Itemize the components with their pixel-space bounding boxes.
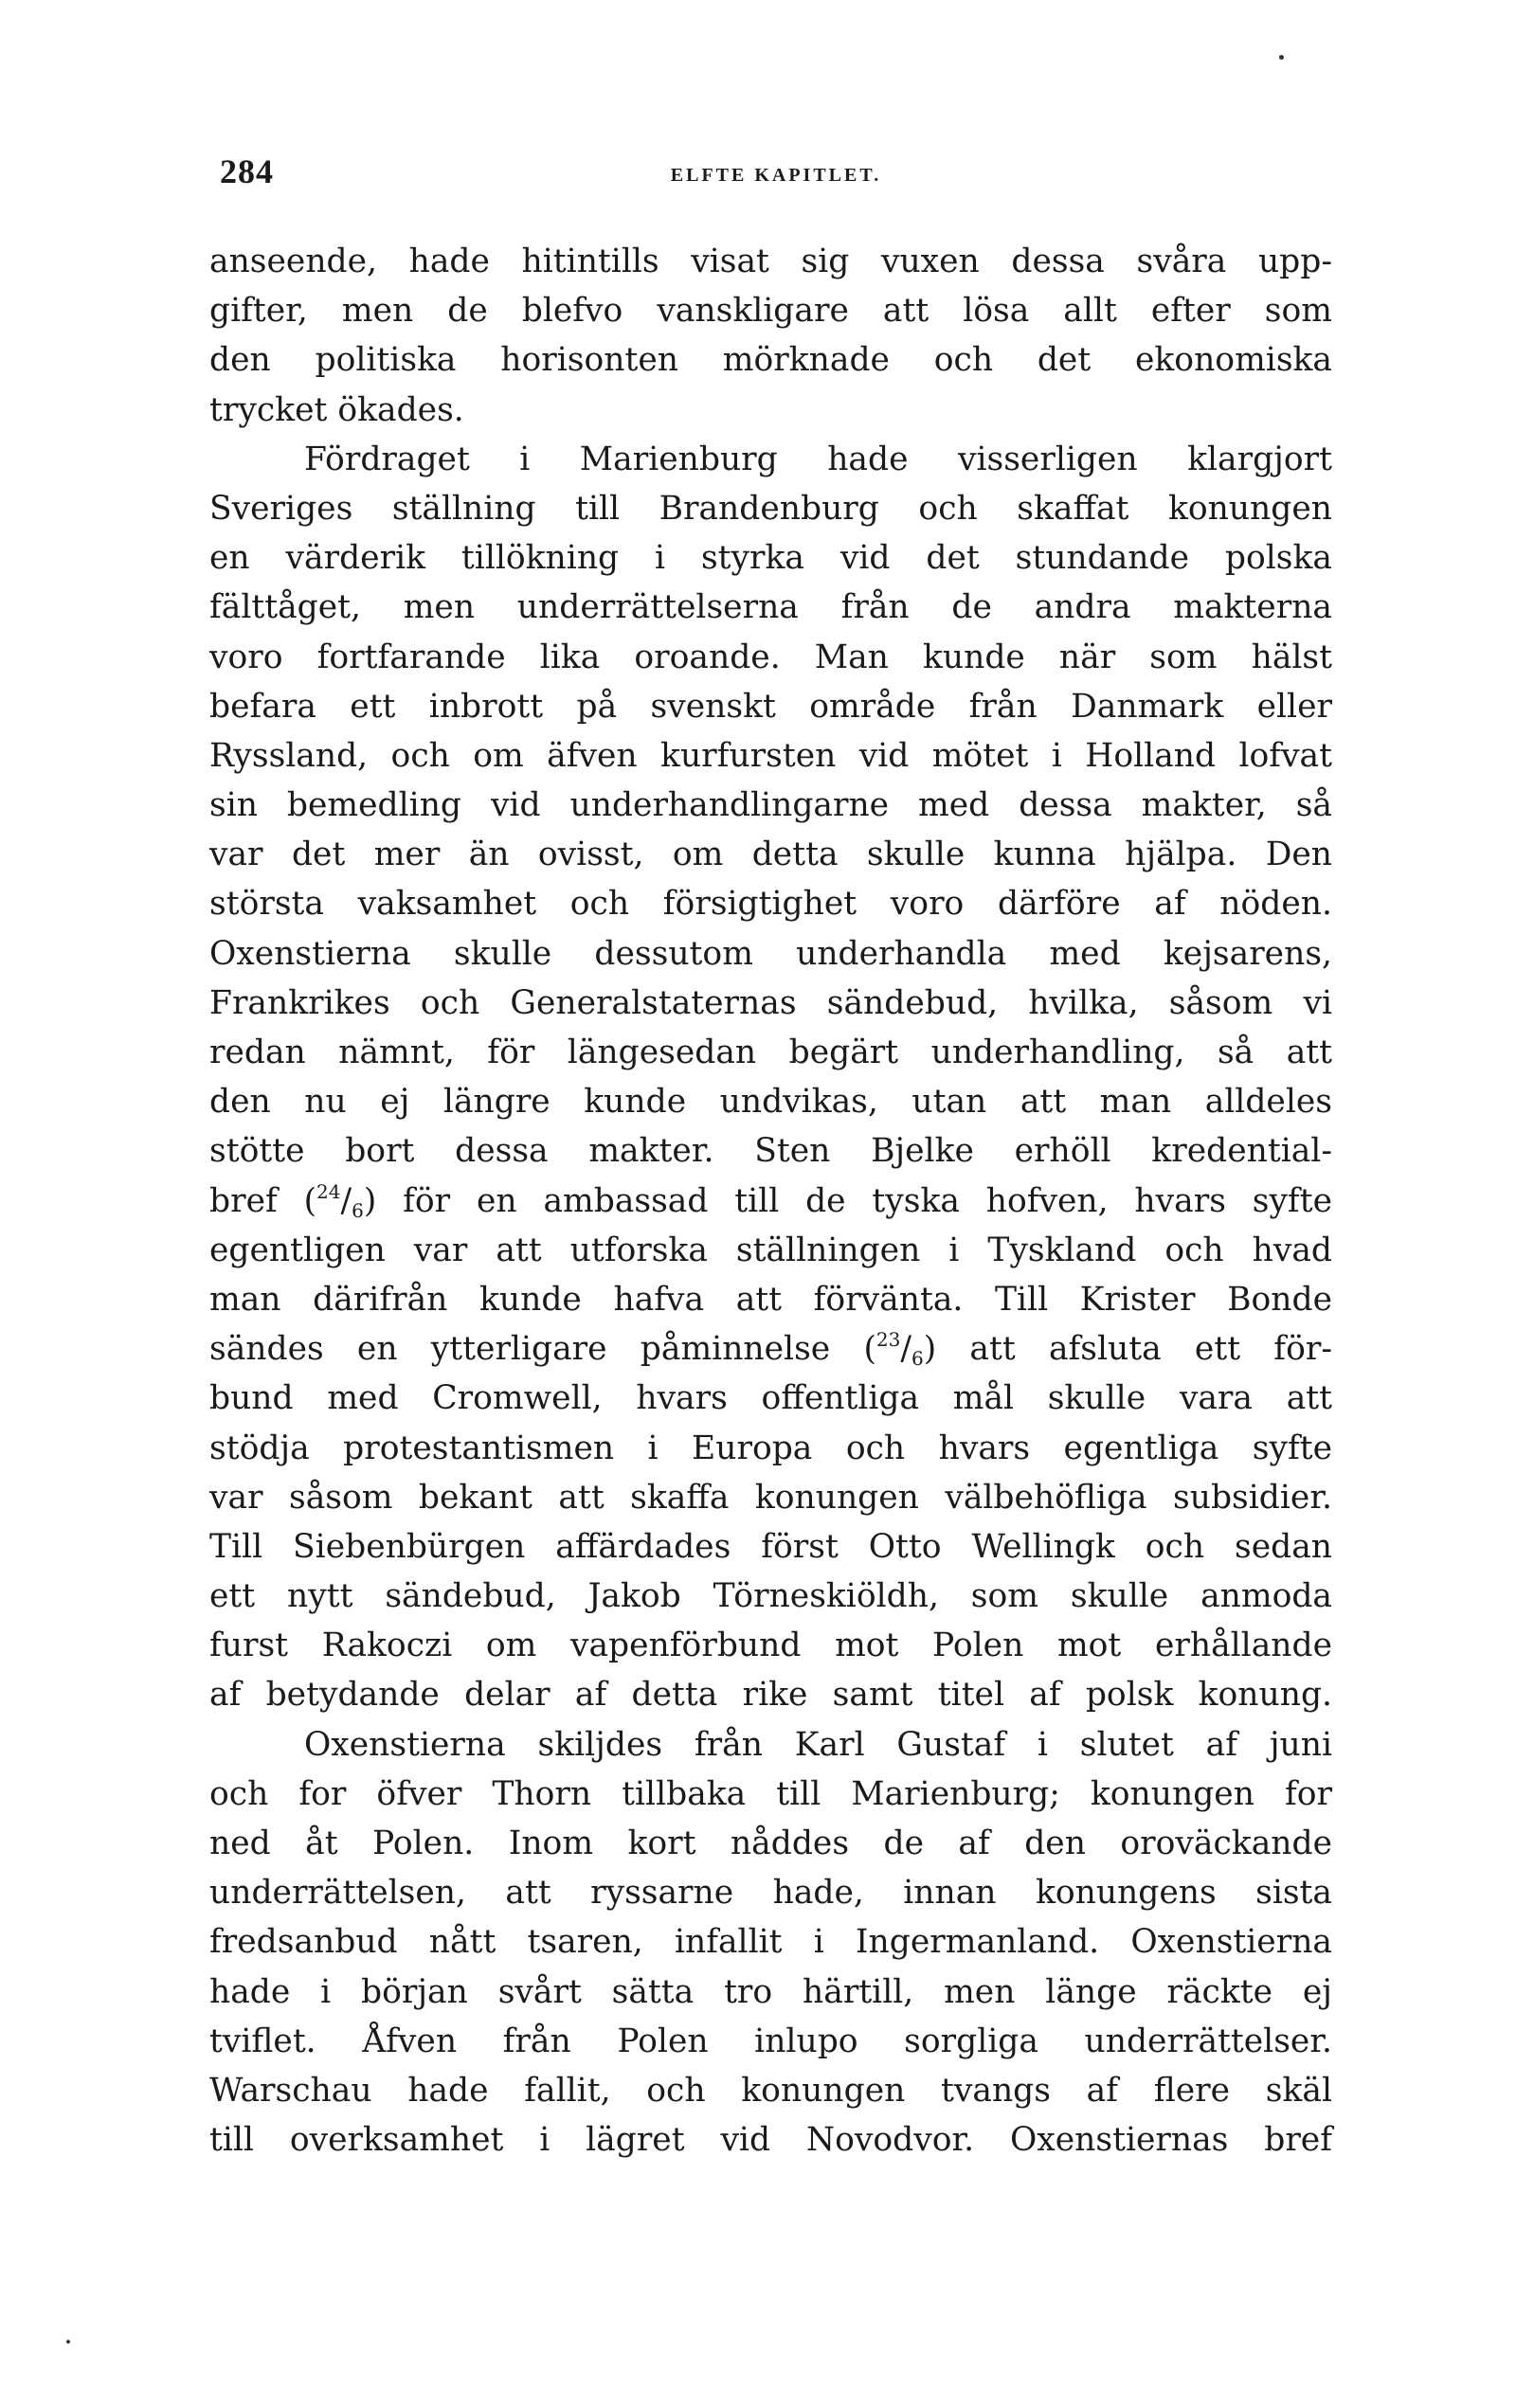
text-line: ett nytt sändebud, Jakob Törneskiöldh, som skulle anmoda bbox=[209, 1577, 1332, 1616]
body-text bbox=[209, 237, 1332, 2165]
text-line-with-date: bref ($^{24}$/6) för en ambassad till de tyska hofven, hvars syfte bbox=[209, 1179, 1332, 1222]
text-line: egentligen var att utforska ställningen i Tyskland och hvad bbox=[209, 1231, 1332, 1269]
text-line: och for öfver Thorn tillbaka till Marienburg; konungen for bbox=[209, 1774, 1332, 1813]
date-month: 6 bbox=[352, 1198, 364, 1222]
text-line: fredsanbud nått tsaren, infallit i Ingermanland. Oxenstierna bbox=[209, 1923, 1332, 1962]
text-line: gifter, men de blefvo vanskligare att lösa allt efter som bbox=[209, 292, 1332, 331]
text-line: tviflet. Åfven från Polen inlupo sorgliga underrättelser. bbox=[209, 2022, 1332, 2060]
text-line: sin bemedling vid underhandlingarne med dessa makter, så bbox=[209, 786, 1332, 825]
text-line: voro fortfarande lika oroande. Man kunde när som hälst bbox=[209, 638, 1332, 676]
text-line: var såsom bekant att skaffa konungen välbehöfliga subsidier. bbox=[209, 1478, 1332, 1517]
text-line: Oxenstierna skiljdes från Karl Gustaf i slutet af juni bbox=[304, 1725, 1332, 1764]
text-line: Frankrikes och Generalstaternas sändebud, hvilka, såsom vi bbox=[209, 983, 1332, 1022]
text-line: Oxenstierna skulle dessutom underhandla med kejsarens, bbox=[209, 934, 1332, 973]
text-line: den nu ej längre kunde undvikas, utan att man alldeles bbox=[209, 1083, 1332, 1122]
text-line: redan nämnt, för längesedan begärt underhandling, så att bbox=[209, 1033, 1332, 1071]
text-line: Fördraget i Marienburg hade visserligen klargjort bbox=[304, 440, 1332, 478]
text-line-with-date: sändes en ytterligare påminnelse ($^{23}$/6) att afsluta ett för- bbox=[209, 1328, 1332, 1371]
text-line: ned åt Polen. Inom kort nåddes de af den oroväckande bbox=[209, 1824, 1332, 1862]
text-line: trycket ökades. bbox=[209, 390, 464, 429]
text-line: stödja protestantismen i Europa och hvars egentliga syfte bbox=[209, 1429, 1332, 1467]
date-day: 24 bbox=[316, 1179, 341, 1203]
text-line: stötte bort dessa makter. Sten Bjelke erhöll kredential- bbox=[209, 1132, 1332, 1171]
text-line: fälttåget, men underrättelserna från de andra makterna bbox=[209, 588, 1332, 627]
page-number: 284 bbox=[220, 153, 274, 190]
text-line: till overksamhet i lägret vid Novodvor. Oxenstiernas bref bbox=[209, 2121, 1332, 2160]
running-head: ELFTE KAPITLET. bbox=[670, 165, 882, 186]
text-line: största vaksamhet och försigtighet voro därföre af nöden. bbox=[209, 885, 1332, 924]
text-line: Sveriges ställning till Brandenburg och skaffat konungen bbox=[209, 489, 1332, 528]
text-line: man därifrån kunde hafva att förvänta. Till Krister Bonde bbox=[209, 1280, 1332, 1319]
text-segment: bref ( bbox=[209, 1181, 317, 1220]
date-month: 6 bbox=[911, 1347, 924, 1371]
text-line: var det mer än ovisst, om detta skulle kunna hjälpa. Den bbox=[209, 836, 1332, 874]
text-line: af betydande delar af detta rike samt titel af polsk konung. bbox=[209, 1676, 1332, 1715]
text-segment: ) för en ambassad till de tyska hofven, hvars syfte bbox=[363, 1181, 1332, 1220]
text-line: anseende, hade hitintills visat sig vuxen dessa svåra upp- bbox=[209, 243, 1332, 280]
text-line: Ryssland, och om äfven kurfursten vid mötet i Holland lofvat bbox=[209, 736, 1332, 775]
text-line: hade i början svårt sätta tro härtill, men länge räckte ej bbox=[209, 1972, 1332, 2011]
text-segment: sändes en ytterligare påminnelse ( bbox=[209, 1330, 876, 1369]
text-segment: ) att afsluta ett för- bbox=[923, 1330, 1332, 1369]
text-line: furst Rakoczi om vapenförbund mot Polen mot erhållande bbox=[209, 1626, 1332, 1665]
text-line: underrättelsen, att ryssarne hade, innan konungens sista bbox=[209, 1874, 1332, 1913]
text-line: Warschau hade fallit, och konungen tvangs af flere skäl bbox=[209, 2071, 1332, 2110]
page-header bbox=[220, 152, 1332, 199]
print-speck bbox=[66, 2340, 70, 2344]
text-line: Till Siebenbürgen affärdades först Otto Wellingk och sedan bbox=[209, 1527, 1332, 1566]
text-line: en värderik tillökning i styrka vid det stundande polska bbox=[209, 539, 1332, 578]
text-line: bund med Cromwell, hvars offentliga mål skulle vara att bbox=[209, 1379, 1332, 1418]
print-speck bbox=[1279, 55, 1284, 60]
date-day: 23 bbox=[875, 1328, 901, 1352]
text-line: den politiska horisonten mörknade och det ekonomiska bbox=[209, 341, 1332, 380]
text-line: befara ett inbrott på svenskt område från Danmark eller bbox=[209, 687, 1332, 726]
